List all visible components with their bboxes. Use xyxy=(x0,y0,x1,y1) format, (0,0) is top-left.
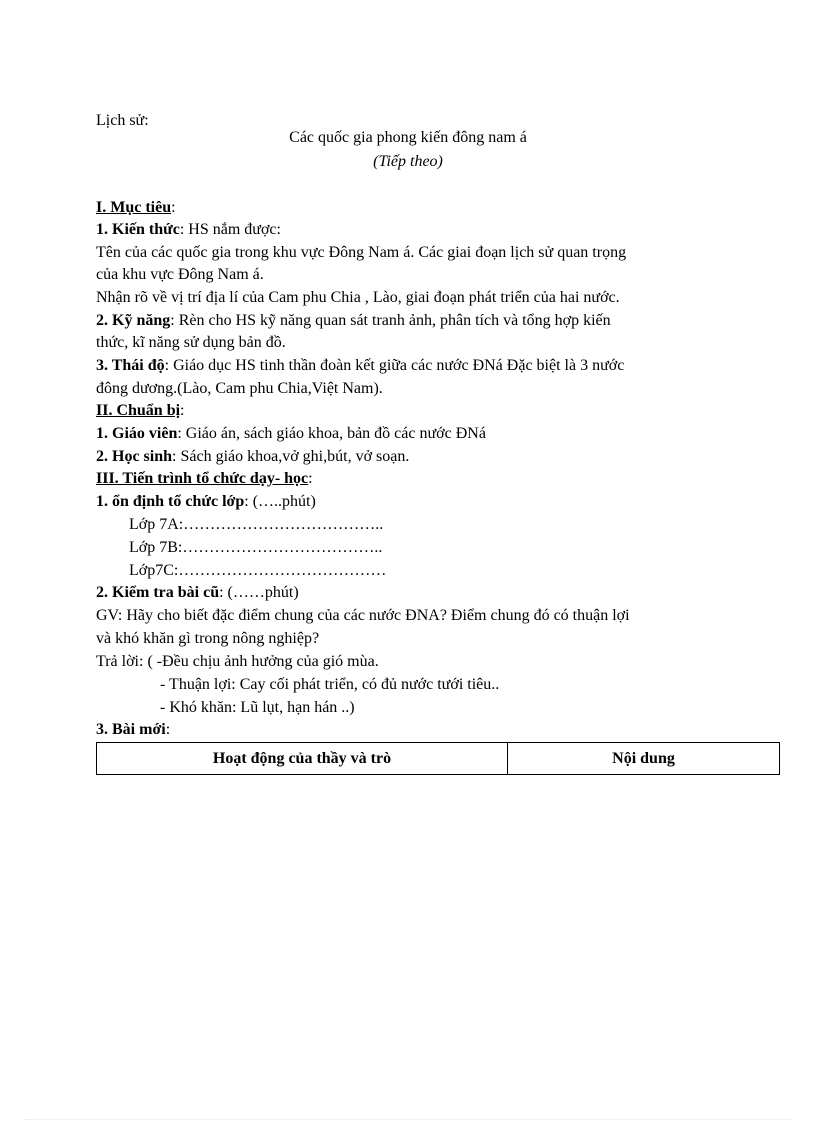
section-3-heading xyxy=(96,468,313,490)
section-1-heading-suffix: : xyxy=(171,199,176,216)
class-7b-line: Lớp 7B:……………………………….. xyxy=(129,539,383,556)
section-2-heading-suffix: : xyxy=(180,402,185,419)
class-7c-line: Lớp7C:………………………………… xyxy=(129,562,387,579)
knowledge-line-2: của khu vực Đông Nam á. xyxy=(96,266,264,283)
section-2-heading-text: II. Chuẩn bị xyxy=(96,402,181,419)
check-label: 2. Kiểm tra bài cũ xyxy=(96,584,220,601)
attitude-line-2: đông dương.(Lào, Cam phu Chia,Việt Nam). xyxy=(96,380,383,397)
knowledge-line-3: Nhận rõ về vị trí địa lí của Cam phu Chia , Lào, giai đoạn phát triển của hai nước. xyxy=(96,289,620,306)
new-lesson-label: 3. Bài mới xyxy=(96,721,166,738)
knowledge-label: 1. Kiến thức xyxy=(96,221,180,238)
check-text: : (……phút) xyxy=(219,584,299,601)
stabilize-label: 1. ổn định tổ chức lớp xyxy=(96,493,245,510)
skills-label: 2. Kỹ năng xyxy=(96,312,171,329)
answer-line-3: - Khó khăn: Lũ lụt, hạn hán ..) xyxy=(160,699,355,716)
table-header-activities: Hoạt động của thầy và trò xyxy=(97,743,508,774)
skills-text: : Rèn cho HS kỹ năng quan sát tranh ảnh, phân tích và tổng hợp kiến xyxy=(170,312,611,329)
teacher-label: 1. Giáo viên xyxy=(96,425,178,442)
lesson-table xyxy=(96,742,780,775)
page-bottom-rule xyxy=(24,1119,792,1120)
student-label: 2. Học sinh xyxy=(96,448,173,465)
knowledge-line-1: Tên của các quốc gia trong khu vực Đông Nam á. Các giai đoạn lịch sử quan trọng xyxy=(96,244,627,261)
attitude-line xyxy=(96,355,624,377)
section-3-heading-text: III. Tiến trình tổ chức dạy- học xyxy=(96,470,309,487)
new-lesson-line xyxy=(96,719,170,741)
student-line xyxy=(96,446,409,468)
skills-line xyxy=(96,310,611,332)
stabilize-line xyxy=(96,491,316,513)
section-3-heading-suffix: : xyxy=(308,470,313,487)
subject-label: Lịch sử: xyxy=(96,112,149,129)
attitude-label: 3. Thái độ xyxy=(96,357,165,374)
table-header-content: Nội dung xyxy=(612,749,675,767)
check-line xyxy=(96,582,299,604)
section-1-heading xyxy=(96,197,176,219)
question-line-1: GV: Hãy cho biết đặc điểm chung của các nước ĐNA? Điểm chung đó có thuận lợi xyxy=(96,607,630,624)
new-lesson-suffix: : xyxy=(165,721,171,738)
question-line-2: và khó khăn gì trong nông nghiệp? xyxy=(96,630,320,647)
teacher-text: : Giáo án, sách giáo khoa, bản đồ các nước ĐNá xyxy=(177,425,486,442)
attitude-text: : Giáo dục HS tinh thần đoàn kết giữa các nước ĐNá Đặc biệt là 3 nước xyxy=(164,357,625,374)
class-7a-line: Lớp 7A:……………………………….. xyxy=(129,516,384,533)
section-2-heading xyxy=(96,400,185,422)
teacher-line xyxy=(96,423,486,445)
stabilize-text: : (…..phút) xyxy=(244,493,316,510)
page-subtitle: (Tiếp theo) xyxy=(373,153,443,170)
knowledge-line xyxy=(96,219,281,241)
knowledge-text: : HS nắm được: xyxy=(179,221,281,238)
answer-line-2: - Thuận lợi: Cay cối phát triển, có đủ nước tưới tiêu.. xyxy=(160,676,500,693)
skills-line-2: thức, kĩ năng sử dụng bản đồ. xyxy=(96,334,286,351)
answer-line-1: Trả lời: ( -Đều chịu ảnh hưởng của gió mùa. xyxy=(96,653,379,670)
page-title: Các quốc gia phong kiến đông nam á xyxy=(289,129,527,146)
student-text: : Sách giáo khoa,vở ghi,bút, vở soạn. xyxy=(172,448,410,465)
section-1-heading-text: I. Mục tiêu xyxy=(96,199,172,216)
